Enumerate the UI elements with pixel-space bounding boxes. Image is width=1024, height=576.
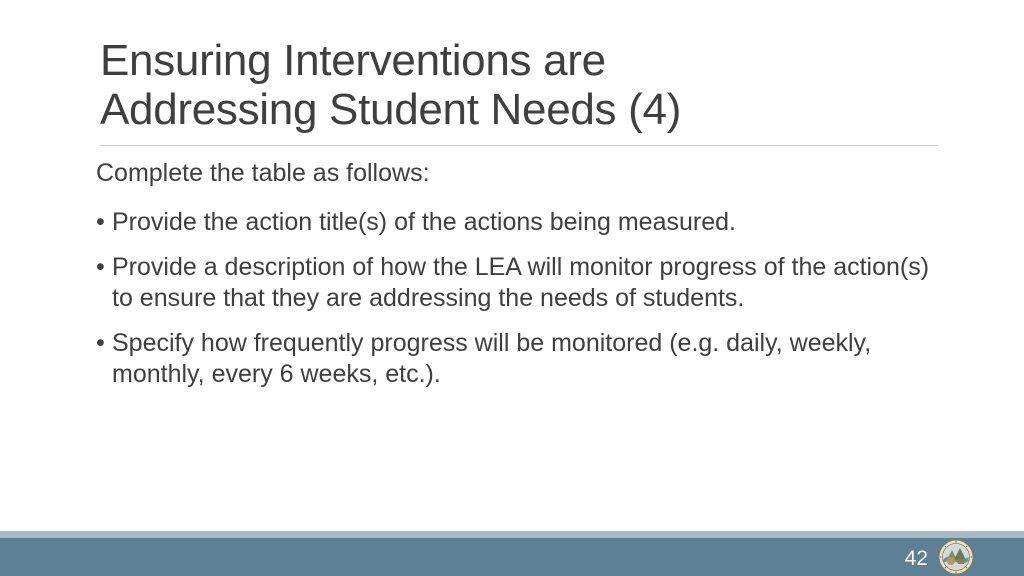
bullet-marker: • — [96, 329, 105, 357]
slide-title-line-2: Addressing Student Needs (4) — [100, 85, 682, 134]
bullet-item — [96, 328, 936, 390]
intro-text: Complete the table as follows: — [96, 159, 430, 187]
title-divider — [100, 145, 938, 146]
state-seal-icon — [938, 539, 974, 575]
bullet-text: Provide a description of how the LEA will monitor progress of the action(s) to ensure that they are addressing the needs of students. — [112, 253, 930, 312]
bullet-marker: • — [96, 253, 105, 281]
footer-accent-bar — [0, 531, 1024, 538]
footer-bar — [0, 538, 1024, 576]
page-number: 42 — [904, 547, 928, 570]
slide-title — [100, 36, 940, 134]
bullet-text: Provide the action title(s) of the actions being measured. — [112, 208, 736, 236]
bullet-item — [96, 252, 936, 314]
bullet-item — [96, 207, 936, 238]
bullet-text: Specify how frequently progress will be monitored (e.g. daily, weekly, monthly, every 6 weeks, etc.). — [112, 329, 872, 388]
bullet-list — [96, 207, 936, 390]
slide-title-line-1: Ensuring Interventions are — [100, 36, 606, 85]
slide-body — [96, 158, 936, 404]
bullet-marker: • — [96, 208, 105, 236]
